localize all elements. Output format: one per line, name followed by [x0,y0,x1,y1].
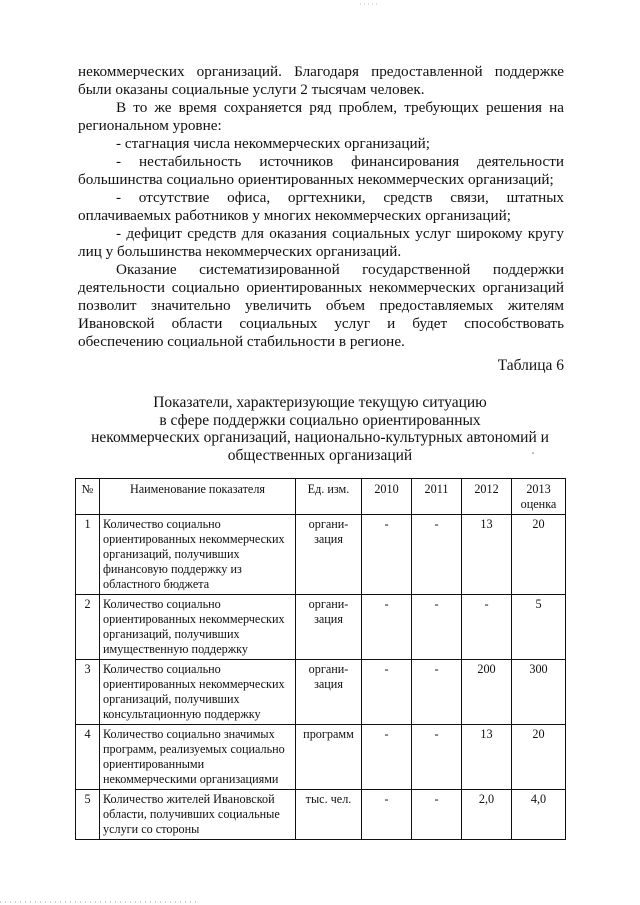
list-item-office: - отсутствие офиса, оргтехники, средств связи, штатных оплачиваемых работников у многих некоммерческих организаций; [78,189,564,224]
row-2011: - [412,515,462,595]
row-2012: 2,0 [462,790,512,840]
row-2011: - [412,790,462,840]
header-2010: 2010 [362,479,412,515]
row-2012: 200 [462,660,512,725]
row-num: 2 [76,595,100,660]
caption-line: в сфере поддержки социально ориентированных [159,411,481,429]
row-num: 5 [76,790,100,840]
row-name: Количество социально значимых программ, реализуемых социально ориентированными некоммерческими организациями [100,725,296,790]
header-num: № [76,479,100,515]
header-unit: Ед. изм. [296,479,362,515]
caption-line: Показатели, характеризующие текущую ситуацию [153,394,487,411]
row-2010: - [362,515,412,595]
header-2012: 2012 [462,479,512,515]
header-name: Наименование показателя [100,479,296,515]
row-name: Количество социально ориентированных некоммерческих организаций, получивших финансовую поддержку из областного бюджета [100,515,296,595]
header-2013: 2013 оценка [512,479,566,515]
list-item-financing: - нестабильность источников финансирования деятельности большинства социально ориентированных некоммерческих организаций; [78,153,564,188]
row-unit: органи-зация [296,595,362,660]
row-2012: - [462,595,512,660]
row-2010: - [362,660,412,725]
row-2012: 13 [462,515,512,595]
paragraph-problems-intro: В то же время сохраняется ряд проблем, требующих решения на региональном уровне: [78,99,564,134]
row-2013: 20 [512,515,566,595]
row-2013: 5 [512,595,566,660]
row-2012: 13 [462,725,512,790]
list-item-stagnation: - стагнация числа некоммерческих организаций; [116,135,431,152]
row-unit: органи-зация [296,660,362,725]
row-num: 4 [76,725,100,790]
row-2013: 4,0 [512,790,566,840]
row-2011: - [412,660,462,725]
row-name: Количество социально ориентированных некоммерческих организаций, получивших консультационную поддержку [100,660,296,725]
row-name: Количество социально ориентированных некоммерческих организаций, получивших имущественную поддержку [100,595,296,660]
row-unit: программ [296,725,362,790]
row-2013: 300 [512,660,566,725]
row-num: 1 [76,515,100,595]
row-2013: 20 [512,725,566,790]
row-2010: - [362,595,412,660]
paragraph-support-conclusion: Оказание систематизированной государственной поддержки деятельности социально ориентированных некоммерческих организаций позволит значительно увеличить объем предоставляемых жителям Ивановской области социальных услуг и будет способствовать обеспечению социальной стабильности в регионе. [78,261,564,350]
caption-line: некоммерческих организаций, национально-культурных автономий и [91,429,549,446]
row-name: Количество жителей Ивановской области, получивших социальные услуги со стороны [100,790,296,840]
row-2010: - [362,725,412,790]
caption-line: общественных организаций [227,446,413,464]
row-unit: органи-зация [296,515,362,595]
row-2011: - [412,595,462,660]
row-unit: тыс. чел. [296,790,362,840]
paragraph-continuation: некоммерческих организаций. Благодаря предоставленной поддержке были оказаны социальные услуги 2 тысячам человек. [78,63,564,98]
row-num: 3 [76,660,100,725]
list-item-funds-deficit: - дефицит средств для оказания социальных услуг широкому кругу лиц у большинства некоммерческих организаций. [78,225,564,260]
table-number-label: Таблица 6 [497,357,564,374]
row-2010: - [362,790,412,840]
header-2011: 2011 [412,479,462,515]
row-2011: - [412,725,462,790]
